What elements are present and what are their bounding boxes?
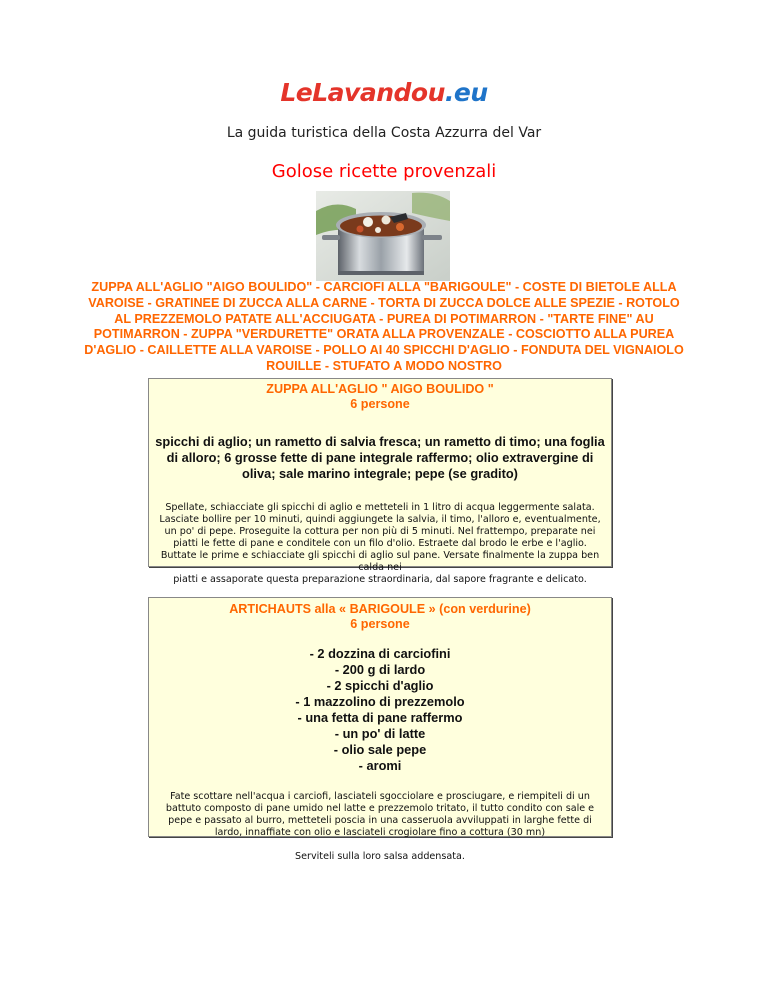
ingredient-item: - 1 mazzolino di prezzemolo — [295, 694, 465, 709]
ingredient-item: - un po' di latte — [334, 726, 426, 741]
recipe-servings: 6 persone — [350, 617, 410, 631]
logo-text: LeLavandou — [280, 78, 445, 107]
recipe-card-barigoule — [148, 597, 612, 862]
ingredient-item: - olio sale pepe — [333, 742, 427, 757]
soup-pot-illustration — [316, 191, 450, 281]
recipe-instructions: Spellate, schiacciate gli spicchi di aglio e metteteli in 1 litro di acqua leggermente salata. Lasciate bollire per 10 minuti, quindi aggiungete la salvia, il timo, l'alloro e, eventualmente, un po' di pepe. Proseguite la cottura per non più di 5 minuti. Nel frattempo, preparate nei piatti le fette di pane e conditele con un filo d'olio. Estraete dal brodo le erbe e l'aglio. Buttate le prime e schiacciate gli spicchi di aglio sul pane. Versate finalmente la zuppa ben calda nei — [159, 502, 601, 573]
recipe-card-aigo-boulido — [148, 378, 612, 585]
recipe-ingredients: spicchi di aglio; un rametto di salvia fresca; un rametto di timo; una foglia di alloro; 6 grosse fette di pane integrale raffermo; olio extravergine di oliva; sale marino integrale; pepe (se gradito) — [155, 434, 605, 481]
pot-photo — [316, 191, 450, 281]
ingredient-item: - 2 spicchi d'aglio — [326, 678, 434, 693]
ingredient-item: - una fetta di pane raffermo — [297, 710, 463, 725]
logo-domain: .eu — [444, 78, 488, 107]
site-logo[interactable] — [0, 78, 768, 107]
recipe-instructions: Fate scottare nell'acqua i carciofi, lasciateli sgocciolare e prosciugare, e riempiteli di un battuto composto di pane umido nel latte e prezzemolo tritato, il tutto condito con sale e pepe e passato al burro, metteteli poscia in una casseruola avviluppati in larghe fette di lardo, innaffiate con olio e lasciateli crogiolare fino a cottura (30 mn) — [165, 791, 595, 838]
recipe-title: ZUPPA ALL'AGLIO " AIGO BOULIDO " — [266, 382, 494, 396]
ingredient-item: - aromi — [358, 758, 402, 773]
recipe-instructions-end: piatti e assaporate questa preparazione straordinaria, dal sapore fragrante e delicato. — [173, 574, 587, 585]
recipe-title: ARTICHAUTS alla « BARIGOULE » (con verdurine) — [229, 602, 531, 616]
page-title: Golose ricette provenzali — [271, 161, 497, 182]
ingredient-item: - 2 dozzina di carciofini — [309, 646, 451, 661]
recipe-servings: 6 persone — [350, 397, 410, 411]
ingredient-list — [149, 646, 611, 774]
recipes-index: ZUPPA ALL'AGLIO "AIGO BOULIDO" - CARCIOFI ALLA "BARIGOULE" - COSTE DI BIETOLE ALLA VAROISE - GRATINEE DI ZUCCA ALLA CARNE - TORTA DI ZUCCA DOLCE ALLE SPEZIE - ROTOLO AL PREZZEMOLO PATATE ALL'ACCIUGATA - PUREA DI POTIMARRON - "TARTE FINE" AU POTIMARRON - ZUPPA "VERDURETTE" ORATA ALLA PROVENZALE - COSCIOTTO ALLA PUREA D'AGLIO - CAILLETTE ALLA VAROISE - POLLO AI 40 SPICCHI D'AGLIO - FONDUTA DEL VIGNAIOLO ROUILLE - STUFATO A MODO NOSTRO — [84, 280, 684, 373]
ingredient-item: - 200 g di lardo — [334, 662, 426, 677]
recipe-serving-note: Serviteli sulla loro salsa addensata. — [295, 851, 465, 862]
site-tagline: La guida turistica della Costa Azzurra del Var — [226, 125, 542, 141]
